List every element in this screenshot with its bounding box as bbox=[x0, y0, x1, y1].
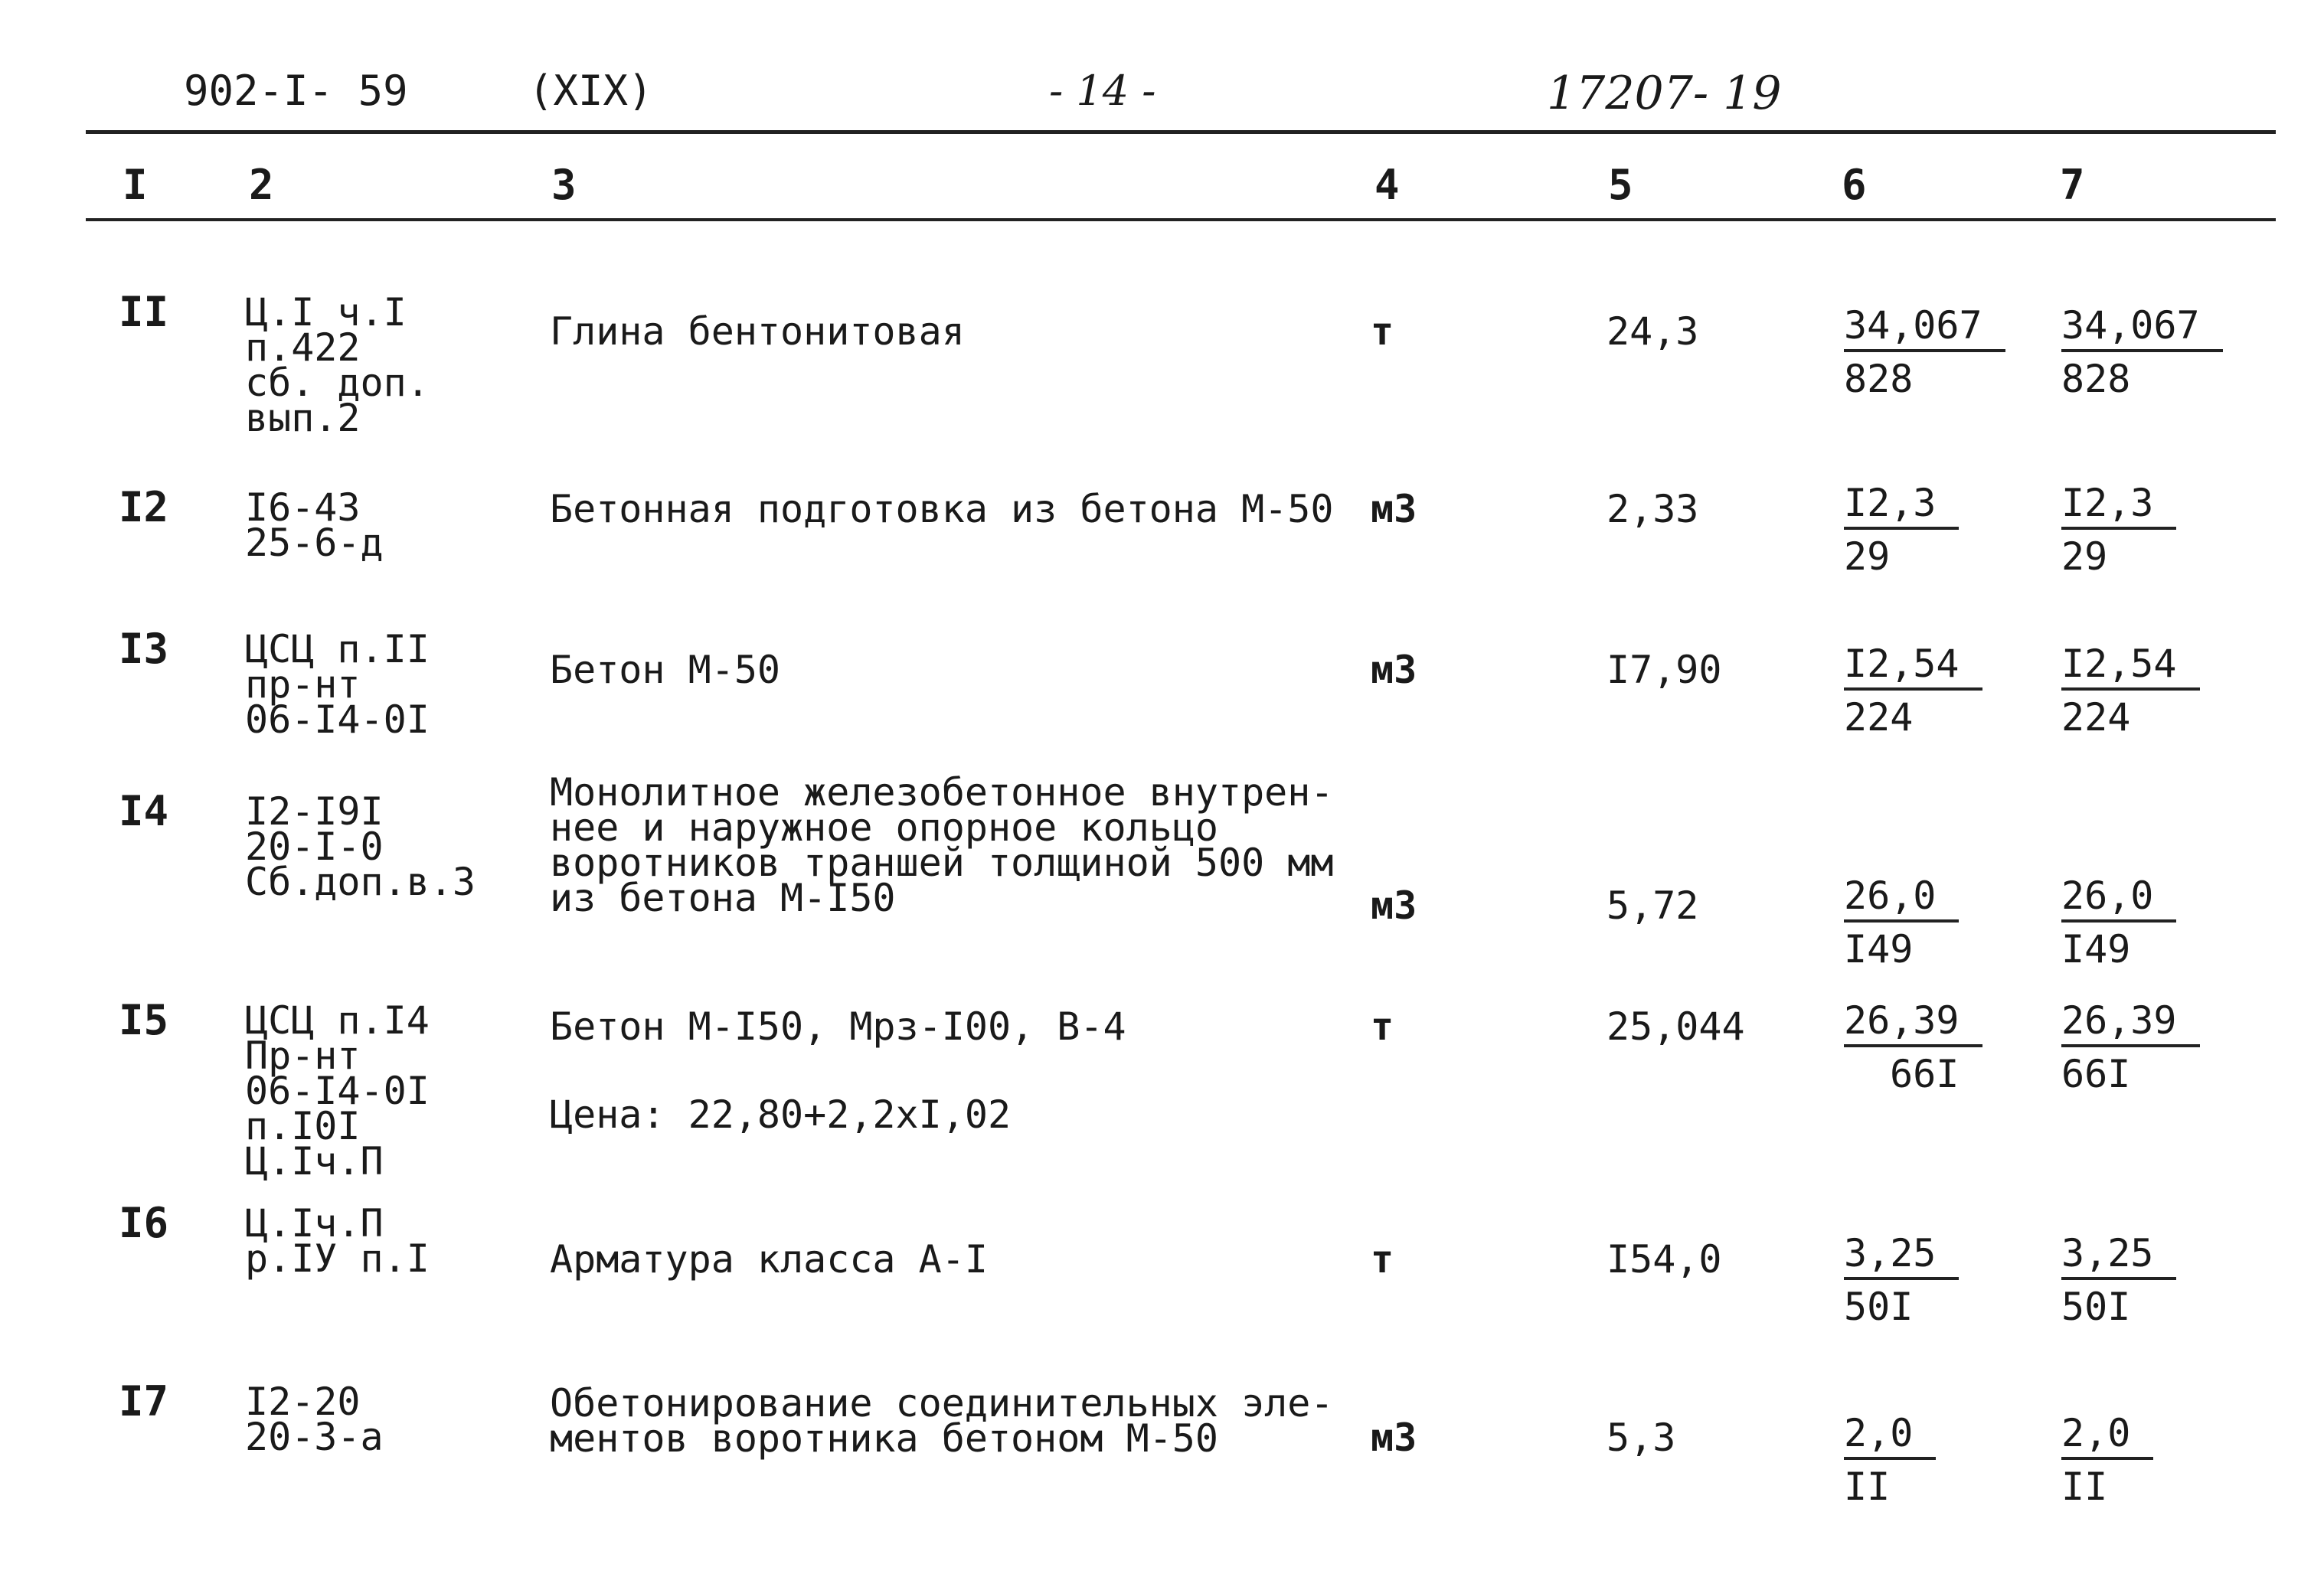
header-rule-bottom bbox=[86, 218, 2276, 221]
column-header-7: 7 bbox=[2060, 161, 2085, 209]
row-quantity: 5,72 bbox=[1607, 883, 1699, 928]
price-7-numerator: I2,54 bbox=[2061, 645, 2200, 691]
row-name: Монолитное железобетонное внутрен- нее и наружное опорное кольцо воротников траншей толщиной 500 мм из бетона М-I50 bbox=[550, 770, 1334, 920]
header-rule-top bbox=[86, 130, 2276, 134]
price-column-6 bbox=[1844, 998, 1982, 1096]
price-column-7 bbox=[2061, 1411, 2153, 1509]
price-column-6 bbox=[1844, 1231, 1959, 1329]
price-column-7 bbox=[2061, 874, 2176, 972]
price-column-6 bbox=[1844, 481, 1959, 579]
row-reference: I2-I9I 20-I-0 Сб.доп.в.3 bbox=[245, 789, 476, 904]
row-reference: ЦСЦ п.II пр-нт 06-I4-0I bbox=[245, 627, 430, 742]
price-6-numerator: I2,54 bbox=[1844, 645, 1982, 691]
price-column-6 bbox=[1844, 642, 1982, 740]
price-6-numerator: 34,067 bbox=[1844, 306, 2005, 352]
price-column-6 bbox=[1844, 1411, 1936, 1509]
price-column-7 bbox=[2061, 303, 2223, 401]
column-header-3: 3 bbox=[551, 161, 577, 209]
row-number: I7 bbox=[119, 1377, 169, 1425]
price-7-denominator: 50I bbox=[2061, 1285, 2131, 1329]
row-quantity: I7,90 bbox=[1607, 648, 1722, 692]
column-header-2: 2 bbox=[249, 161, 274, 209]
column-header-1: I bbox=[123, 161, 148, 209]
price-column-6 bbox=[1844, 874, 1959, 972]
price-6-denominator: 66I bbox=[1890, 1052, 1960, 1096]
price-7-denominator: II bbox=[2061, 1465, 2108, 1509]
price-6-denominator: 29 bbox=[1844, 534, 1891, 579]
doc-number: 17207- 19 bbox=[1547, 67, 1782, 120]
column-header-5: 5 bbox=[1608, 161, 1633, 209]
price-7-denominator: 828 bbox=[2061, 357, 2131, 401]
doc-part: (XIX) bbox=[528, 67, 653, 115]
price-6-denominator: 828 bbox=[1844, 357, 1914, 401]
price-7-numerator: 3,25 bbox=[2061, 1234, 2176, 1280]
price-7-denominator: 224 bbox=[2061, 695, 2131, 740]
page-number: - 14 - bbox=[1049, 67, 1156, 115]
price-6-numerator: I2,3 bbox=[1844, 484, 1959, 530]
row-reference: Ц.I ч.I п.422 сб. доп. вып.2 bbox=[245, 290, 430, 440]
doc-code: 902-I- 59 bbox=[184, 67, 408, 115]
row-reference: I2-20 20-3-а bbox=[245, 1380, 384, 1459]
row-reference: I6-43 25-6-д bbox=[245, 485, 384, 565]
price-7-denominator: 66I bbox=[2061, 1052, 2131, 1096]
row-name: Глина бентонитовая bbox=[550, 309, 965, 354]
row-number: I6 bbox=[119, 1199, 169, 1247]
row-unit: м3 bbox=[1371, 487, 1417, 531]
price-column-7 bbox=[2061, 481, 2176, 579]
row-name: Бетон М-50 bbox=[550, 648, 781, 692]
column-header-4: 4 bbox=[1374, 161, 1400, 209]
price-7-numerator: I2,3 bbox=[2061, 484, 2176, 530]
row-quantity: 25,044 bbox=[1607, 1004, 1745, 1049]
row-quantity: 5,3 bbox=[1607, 1416, 1676, 1460]
column-header-6: 6 bbox=[1842, 161, 1867, 209]
price-7-denominator: I49 bbox=[2061, 927, 2131, 972]
row-reference: ЦСЦ п.I4 Пр-нт 06-I4-0I п.I0I Ц.Iч.П bbox=[245, 998, 430, 1184]
row-quantity: 24,3 bbox=[1607, 309, 1699, 354]
price-7-numerator: 26,0 bbox=[2061, 877, 2176, 923]
row-unit: т bbox=[1371, 1237, 1394, 1282]
row-quantity: 2,33 bbox=[1607, 487, 1699, 531]
price-6-denominator: I49 bbox=[1844, 927, 1914, 972]
price-column-7 bbox=[2061, 642, 2200, 740]
price-column-7 bbox=[2061, 998, 2200, 1096]
row-price-formula: Цена: 22,80+2,2хI,02 bbox=[550, 1092, 1012, 1137]
price-6-denominator: 224 bbox=[1844, 695, 1914, 740]
row-unit: т bbox=[1371, 1004, 1394, 1049]
price-7-numerator: 34,067 bbox=[2061, 306, 2223, 352]
row-unit: т bbox=[1371, 309, 1394, 354]
row-unit: м3 bbox=[1371, 648, 1417, 692]
price-7-denominator: 29 bbox=[2061, 534, 2108, 579]
row-number: I2 bbox=[119, 483, 169, 531]
row-name: Арматура класса А-I bbox=[550, 1237, 988, 1282]
price-6-numerator: 26,0 bbox=[1844, 877, 1959, 923]
price-column-6 bbox=[1844, 303, 2005, 401]
price-6-denominator: 50I bbox=[1844, 1285, 1914, 1329]
price-column-7 bbox=[2061, 1231, 2176, 1329]
price-6-denominator: II bbox=[1844, 1465, 1891, 1509]
price-7-numerator: 2,0 bbox=[2061, 1414, 2153, 1460]
row-quantity: I54,0 bbox=[1607, 1237, 1722, 1282]
row-number: I4 bbox=[119, 787, 169, 835]
row-name: Бетон М-I50, Мрз-I00, В-4 bbox=[550, 1004, 1126, 1049]
row-number: I5 bbox=[119, 996, 169, 1044]
row-name: Бетонная подготовка из бетона М-50 bbox=[550, 487, 1334, 531]
row-number: II bbox=[119, 288, 169, 336]
row-name: Обетонирование соединительных эле- ментов воротника бетоном М-50 bbox=[550, 1381, 1334, 1461]
row-number: I3 bbox=[119, 625, 169, 673]
row-reference: Ц.Iч.П р.IУ п.I bbox=[245, 1201, 430, 1281]
row-unit: м3 bbox=[1371, 883, 1417, 928]
price-6-numerator: 3,25 bbox=[1844, 1234, 1959, 1280]
row-unit: м3 bbox=[1371, 1416, 1417, 1460]
price-6-numerator: 2,0 bbox=[1844, 1414, 1936, 1460]
price-7-numerator: 26,39 bbox=[2061, 1001, 2200, 1047]
price-6-numerator: 26,39 bbox=[1844, 1001, 1982, 1047]
